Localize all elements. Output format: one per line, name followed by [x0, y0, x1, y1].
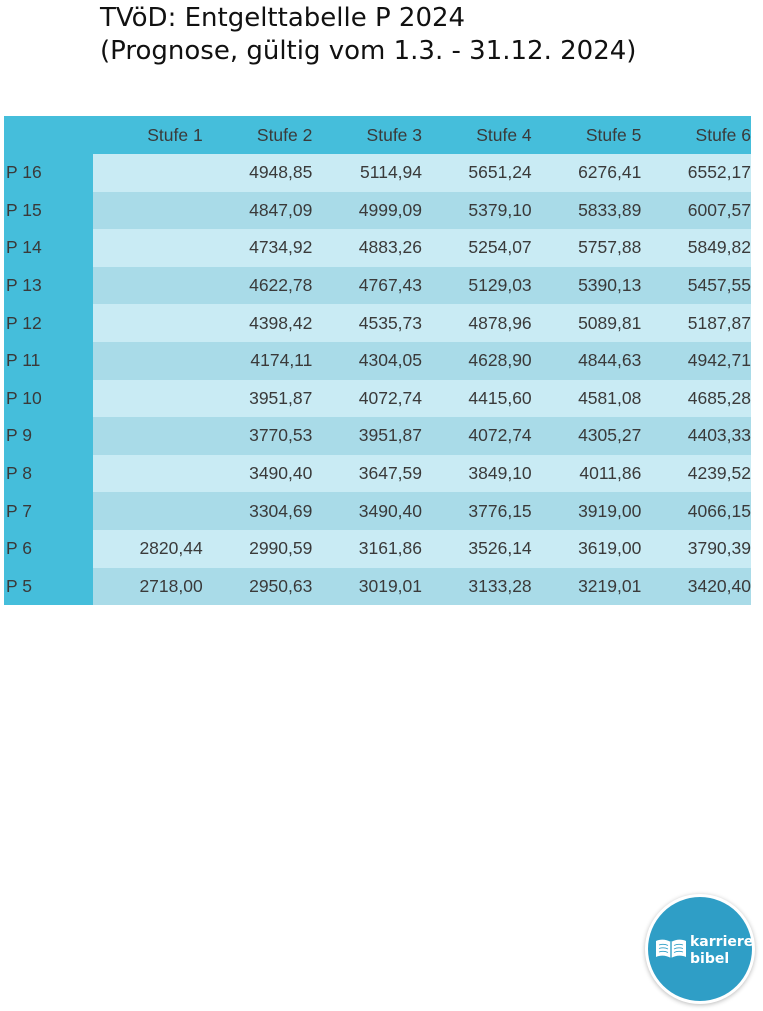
salary-cell: 2990,59	[203, 530, 313, 568]
salary-cell: 3019,01	[312, 568, 422, 606]
salary-cell: 3420,40	[641, 568, 751, 606]
table-row	[4, 154, 751, 192]
table-row	[4, 492, 751, 530]
row-label: P 7	[4, 492, 93, 530]
row-label: P 16	[4, 154, 93, 192]
salary-cell: 4999,09	[312, 192, 422, 230]
table-row	[4, 455, 751, 493]
page-title	[100, 2, 636, 68]
salary-cell	[93, 267, 203, 305]
salary-cell: 3304,69	[203, 492, 313, 530]
salary-cell: 4072,74	[422, 417, 532, 455]
salary-cell: 6007,57	[641, 192, 751, 230]
salary-cell: 3526,14	[422, 530, 532, 568]
row-label: P 15	[4, 192, 93, 230]
salary-cell: 4581,08	[532, 380, 642, 418]
salary-cell	[93, 192, 203, 230]
row-label: P 8	[4, 455, 93, 493]
salary-cell: 5757,88	[532, 229, 642, 267]
salary-cell: 4847,09	[203, 192, 313, 230]
salary-cell: 5457,55	[641, 267, 751, 305]
salary-cell: 4072,74	[312, 380, 422, 418]
salary-cell: 4734,92	[203, 229, 313, 267]
salary-cell	[93, 492, 203, 530]
salary-table	[4, 116, 751, 605]
salary-cell	[93, 304, 203, 342]
salary-cell: 4304,05	[312, 342, 422, 380]
salary-cell	[93, 154, 203, 192]
salary-cell: 4628,90	[422, 342, 532, 380]
salary-cell: 4948,85	[203, 154, 313, 192]
salary-cell: 3161,86	[312, 530, 422, 568]
salary-cell: 3849,10	[422, 455, 532, 493]
salary-cell: 5089,81	[532, 304, 642, 342]
salary-cell: 4883,26	[312, 229, 422, 267]
title-line-2: (Prognose, gültig vom 1.3. - 31.12. 2024)	[100, 36, 637, 66]
salary-cell	[93, 455, 203, 493]
table-header	[4, 116, 751, 154]
table-row	[4, 342, 751, 380]
salary-cell: 4011,86	[532, 455, 642, 493]
row-label: P 14	[4, 229, 93, 267]
logo-text-line-1: karriere	[690, 934, 754, 950]
salary-cell: 5114,94	[312, 154, 422, 192]
salary-cell: 3951,87	[203, 380, 313, 418]
salary-cell: 4239,52	[641, 455, 751, 493]
salary-cell: 5390,13	[532, 267, 642, 305]
row-label: P 5	[4, 568, 93, 606]
salary-cell: 5651,24	[422, 154, 532, 192]
salary-cell: 3919,00	[532, 492, 642, 530]
salary-cell: 4174,11	[203, 342, 313, 380]
column-header: Stufe 5	[532, 116, 642, 154]
column-header: Stufe 6	[641, 116, 751, 154]
salary-cell: 3776,15	[422, 492, 532, 530]
title-line-1: TVöD: Entgelttabelle P 2024	[100, 3, 466, 33]
table-row	[4, 229, 751, 267]
table-row	[4, 568, 751, 606]
open-book-icon	[655, 937, 687, 961]
salary-cell: 3490,40	[203, 455, 313, 493]
salary-cell: 5379,10	[422, 192, 532, 230]
table-row	[4, 530, 751, 568]
salary-table-container	[4, 116, 751, 605]
salary-cell	[93, 229, 203, 267]
row-label: P 12	[4, 304, 93, 342]
column-header: Stufe 1	[93, 116, 203, 154]
salary-cell: 2718,00	[93, 568, 203, 606]
salary-cell: 4305,27	[532, 417, 642, 455]
table-row	[4, 417, 751, 455]
salary-cell: 2950,63	[203, 568, 313, 606]
row-label: P 6	[4, 530, 93, 568]
salary-cell: 5129,03	[422, 267, 532, 305]
salary-cell: 5187,87	[641, 304, 751, 342]
salary-cell: 5849,82	[641, 229, 751, 267]
header-row	[4, 116, 751, 154]
row-label: P 10	[4, 380, 93, 418]
salary-cell: 4844,63	[532, 342, 642, 380]
row-label: P 9	[4, 417, 93, 455]
table-row	[4, 267, 751, 305]
salary-cell: 3619,00	[532, 530, 642, 568]
row-label: P 13	[4, 267, 93, 305]
salary-cell: 2820,44	[93, 530, 203, 568]
salary-cell: 5833,89	[532, 192, 642, 230]
salary-cell: 4878,96	[422, 304, 532, 342]
column-header: Stufe 3	[312, 116, 422, 154]
salary-cell	[93, 342, 203, 380]
salary-cell	[93, 417, 203, 455]
salary-cell: 4403,33	[641, 417, 751, 455]
table-row	[4, 380, 751, 418]
salary-cell: 3790,39	[641, 530, 751, 568]
salary-cell: 3647,59	[312, 455, 422, 493]
salary-cell: 4767,43	[312, 267, 422, 305]
salary-cell: 3951,87	[312, 417, 422, 455]
salary-cell: 4398,42	[203, 304, 313, 342]
row-label: P 11	[4, 342, 93, 380]
salary-cell: 4535,73	[312, 304, 422, 342]
salary-cell: 5254,07	[422, 229, 532, 267]
logo-text-line-2: bibel	[690, 951, 730, 967]
salary-cell: 4622,78	[203, 267, 313, 305]
salary-cell: 3490,40	[312, 492, 422, 530]
salary-cell: 6276,41	[532, 154, 642, 192]
salary-cell: 4066,15	[641, 492, 751, 530]
column-header: Stufe 2	[203, 116, 313, 154]
column-header: Stufe 4	[422, 116, 532, 154]
salary-cell: 3770,53	[203, 417, 313, 455]
salary-cell: 3219,01	[532, 568, 642, 606]
salary-cell	[93, 380, 203, 418]
salary-cell: 4685,28	[641, 380, 751, 418]
salary-cell: 4415,60	[422, 380, 532, 418]
table-row	[4, 304, 751, 342]
salary-cell: 4942,71	[641, 342, 751, 380]
header-corner	[4, 116, 93, 154]
table-body	[4, 154, 751, 605]
karrierebibel-logo	[648, 897, 752, 1001]
logo-text	[690, 934, 753, 968]
salary-cell: 3133,28	[422, 568, 532, 606]
salary-cell: 6552,17	[641, 154, 751, 192]
table-row	[4, 192, 751, 230]
